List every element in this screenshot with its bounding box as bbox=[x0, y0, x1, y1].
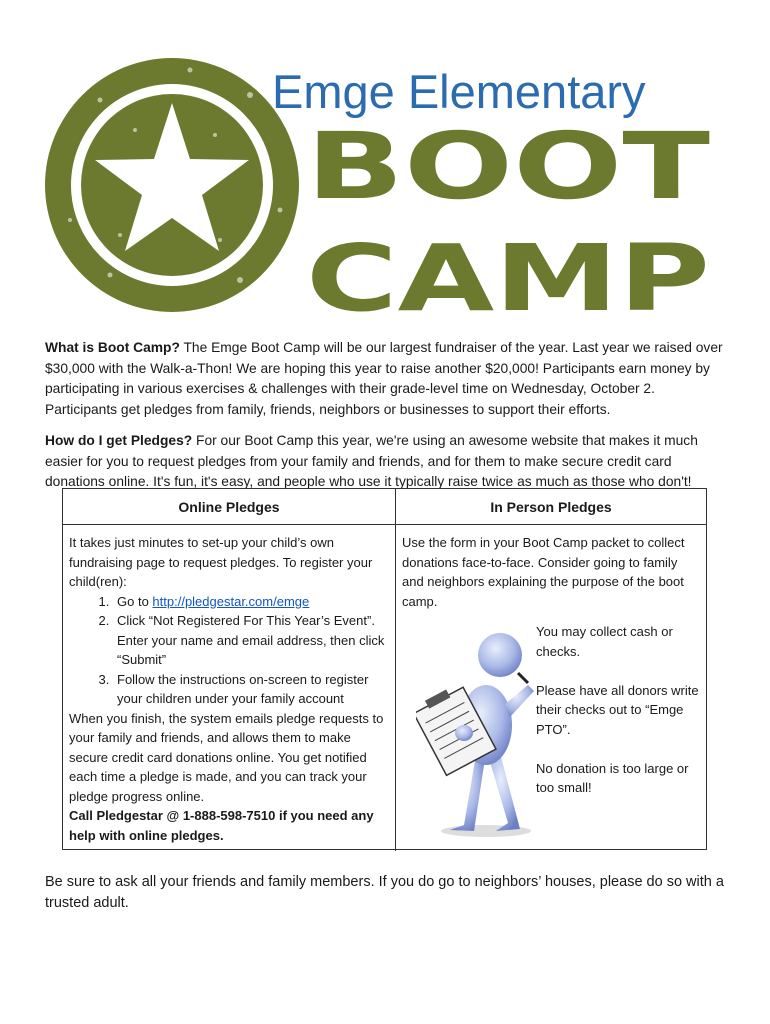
intro-how-pledges bbox=[45, 431, 725, 493]
online-after: When you finish, the system emails pledge requests to your family and friends, and allows them to make secure credit card donations online. You get notified each time a pledge is made, and you can track your pledge progress online. bbox=[69, 710, 384, 804]
pledges-table bbox=[62, 488, 707, 850]
question-how-pledges: How do I get Pledges? bbox=[45, 433, 193, 448]
clipboard-figure-icon bbox=[416, 625, 546, 840]
in-person-intro: Use the form in your Boot Camp packet to collect donations face-to-face. Consider going to family and neighbors explaining the purpose of the boot camp. bbox=[402, 535, 685, 609]
online-pledges-cell bbox=[63, 525, 396, 851]
question-what-is: What is Boot Camp? bbox=[45, 340, 180, 355]
logo-word-boot: BOOT bbox=[306, 113, 711, 220]
online-step-1 bbox=[113, 592, 389, 612]
online-step-2: 2. Click “Not Registered For This Year’s Event”. Enter your name and email address, then click “Submit” bbox=[113, 611, 389, 670]
note-cash-checks: You may collect cash or checks. bbox=[536, 624, 673, 659]
header-in-person-pledges: In Person Pledges bbox=[396, 489, 706, 525]
footer-reminder: Be sure to ask all your friends and family members. If you do go to neighbors’ houses, please do so with a trusted adult. bbox=[45, 874, 724, 911]
online-step-3: 3. Follow the instructions on-screen to register your children under your family account bbox=[113, 670, 389, 709]
boot-camp-logo bbox=[40, 40, 730, 330]
online-call: Call Pledgestar @ 1-888-598-7510 if you need any help with online pledges. bbox=[69, 808, 374, 843]
answer-how-pledges: For our Boot Camp this year, we're using an awesome website that makes it much easier for you to request pledges from your family and friends, and for them to make secure credit card donations online. It's fun, it's easy, and people who use it typically raise twice as much as those who don't! bbox=[45, 433, 698, 489]
online-intro: It takes just minutes to set-up your child’s own fundraising page to request pledges. To register your child(ren): bbox=[69, 535, 373, 589]
note-checks-payable: Please have all donors write their checks out to “Emge PTO”. bbox=[536, 682, 699, 737]
pledgestar-link[interactable]: http://pledgestar.com/emge bbox=[152, 593, 310, 609]
header-online-pledges: Online Pledges bbox=[63, 489, 396, 525]
answer-what-is: The Emge Boot Camp will be our largest fundraiser of the year. Last year we raised over $30,000 with the Walk-a-Thon! We are hoping this year to raise another $20,000! Participants earn money by participating in various exercises & challenges with their grade-level time on Wednesday, October 2. Participants get pledges from family, friends, neighbors or businesses to support their efforts. bbox=[45, 340, 723, 417]
star-seal-icon bbox=[45, 58, 299, 312]
logo-word-camp: CAMP bbox=[306, 225, 710, 330]
note-any-amount: No donation is too large or too small! bbox=[536, 760, 689, 795]
intro-what-is bbox=[45, 338, 725, 420]
school-name: Emge Elementary bbox=[272, 65, 646, 118]
intro-section bbox=[45, 338, 725, 504]
logo-graphic bbox=[40, 40, 730, 330]
online-steps bbox=[69, 592, 389, 709]
in-person-notes bbox=[536, 622, 706, 817]
in-person-pledges-cell bbox=[396, 525, 706, 851]
step1-prefix: Go to bbox=[117, 593, 153, 609]
